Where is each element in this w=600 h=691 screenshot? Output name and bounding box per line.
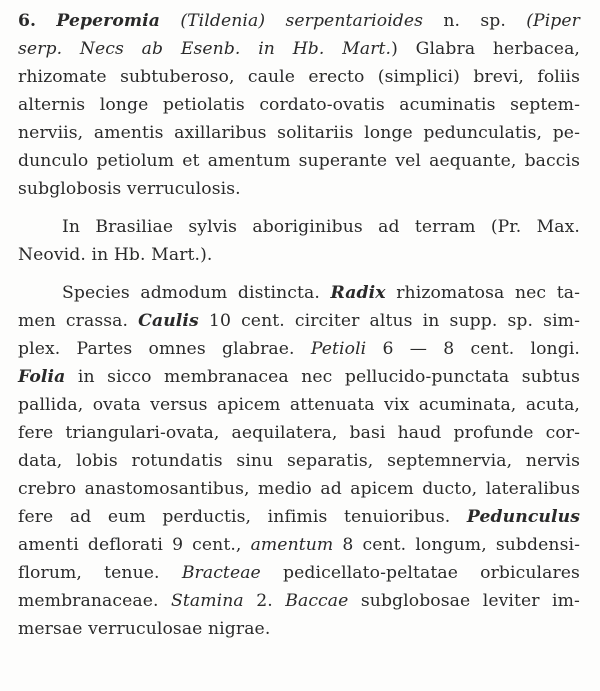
description-text: 6 — 8 cent. longi. — [382, 339, 580, 359]
description-line: crebro anastomosantibus, medio ad apicem ducto, lateralibus — [18, 479, 580, 499]
synonym-close: ) — [391, 39, 398, 59]
genus-name: Peperomia — [56, 11, 161, 31]
locality-line: Neovid. in Hb. Mart.). — [18, 245, 213, 265]
description-text: Species admodum distincta. — [62, 283, 320, 303]
term-petioli: Petioli — [310, 339, 367, 359]
species-heading-line — [18, 10, 580, 32]
term-folia: Folia — [18, 367, 66, 387]
term-radix: Radix — [330, 283, 386, 303]
description-text: 10 cent. circiter altus in supp. sp. sim- — [208, 311, 580, 331]
description-text: amenti deflorati 9 cent., — [18, 535, 242, 555]
description-text: membranaceae. — [18, 591, 159, 611]
description-line — [18, 310, 580, 332]
description-text: in sicco membranacea nec pellucido-punctata subtus — [77, 367, 580, 387]
term-caulis: Caulis — [138, 311, 199, 331]
description-line: mersae verruculosae nigrae. — [18, 619, 271, 639]
description-text: subglobosae leviter im- — [360, 591, 580, 611]
locality-line: In Brasiliae sylvis aboriginibus ad terram (Pr. Max. — [62, 217, 580, 237]
diagnosis-line: rhizomate subtuberoso, caule erecto (simplici) brevi, foliis — [18, 67, 580, 87]
description-text: men crassa. — [18, 311, 129, 331]
diagnosis-line: subglobosis verruculosis. — [18, 179, 241, 199]
term-bracteae: Bracteae — [181, 563, 261, 583]
description-line — [18, 506, 580, 528]
novelty-status: n. sp. — [443, 11, 506, 31]
description-line — [18, 366, 580, 388]
diagnosis-line: nerviis, amentis axillaribus solitariis longe pedunculatis, pe- — [18, 123, 580, 143]
description-line — [18, 338, 580, 360]
term-stamina: Stamina — [170, 591, 244, 611]
description-line: data, lobis rotundatis sinu separatis, septemnervia, nervis — [18, 451, 580, 471]
description-text: plex. Partes omnes glabrae. — [18, 339, 295, 359]
description-line: fere triangulari-ovata, aequilatera, basi haud profunde cor- — [18, 423, 580, 443]
subgenus-name: (Tildenia) — [180, 11, 266, 31]
description-text: fere ad eum perductis, infimis tenuioribus. — [18, 507, 451, 527]
description-text: florum, tenue. — [18, 563, 160, 583]
description-line — [18, 590, 580, 612]
diagnosis-line — [18, 38, 580, 60]
synonym-rest: serp. Necs ab Esenb. in Hb. Mart. — [18, 39, 392, 59]
species-number: 6. — [18, 11, 37, 31]
description-line — [62, 282, 580, 304]
description-line — [18, 562, 580, 584]
description-text: rhizomatosa nec ta- — [396, 283, 580, 303]
diagnosis-text: Glabra herbacea, — [415, 39, 580, 59]
diagnosis-line: alternis longe petiolatis cordato-ovatis acuminatis septem- — [18, 95, 580, 115]
description-text: 2. — [256, 591, 273, 611]
description-line: pallida, ovata versus apicem attenuata vix acuminata, acuta, — [18, 395, 580, 415]
diagnosis-line: dunculo petiolum et amentum superante vel aequante, baccis — [18, 151, 580, 171]
term-amentum: amentum — [250, 535, 334, 555]
term-pedunculus: Pedunculus — [466, 507, 580, 527]
term-baccae: Baccae — [285, 591, 349, 611]
synonym-start: (Piper — [526, 11, 580, 31]
description-text: pedicellato-peltatae orbiculares — [283, 563, 580, 583]
species-epithet: serpentarioides — [285, 11, 424, 31]
description-line — [18, 534, 580, 556]
description-text: 8 cent. longum, subdensi- — [342, 535, 580, 555]
